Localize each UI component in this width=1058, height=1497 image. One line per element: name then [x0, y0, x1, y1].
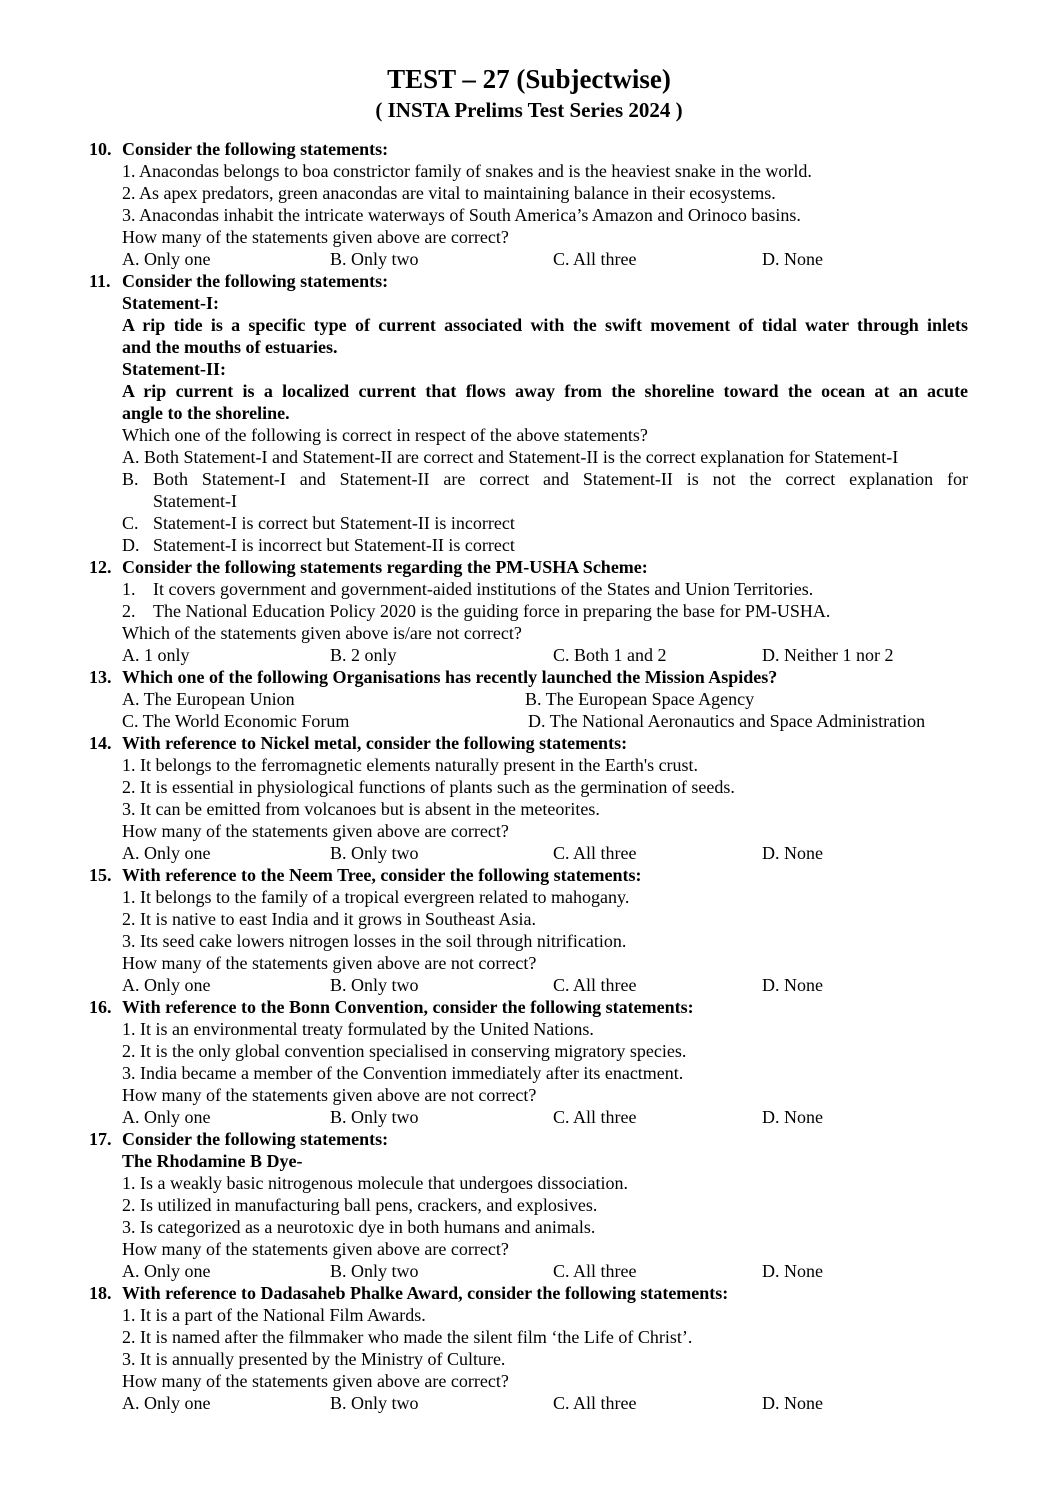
- option-b: B. 2 only: [330, 645, 397, 665]
- option-d-letter: D.: [122, 535, 140, 555]
- option-d: D. The National Aeronautics and Space Administration: [528, 711, 926, 731]
- statement-line: The National Education Policy 2020 is the guiding force in preparing the base for PM-USHA.: [153, 601, 831, 621]
- option-a: A. Only one: [122, 1261, 211, 1281]
- statement-label: Statement-II:: [122, 359, 226, 379]
- option-d: D. None: [762, 1393, 823, 1413]
- question-stem: Consider the following statements:: [122, 271, 389, 291]
- option-d: D. Neither 1 nor 2: [762, 645, 894, 665]
- option-d: D. None: [762, 249, 823, 269]
- question-subject: The Rhodamine B Dye-: [122, 1151, 303, 1171]
- option-d: D. None: [762, 975, 823, 995]
- question-number: 17.: [89, 1129, 112, 1149]
- option-a: A. Only one: [122, 975, 211, 995]
- question-ask: Which of the statements given above is/are not correct?: [122, 623, 522, 643]
- question-number: 10.: [89, 139, 112, 159]
- question-number: 18.: [89, 1283, 112, 1303]
- option-c: C. All three: [553, 249, 637, 269]
- statement-line: 3. It can be emitted from volcanoes but is absent in the meteorites.: [122, 799, 600, 819]
- question-ask: How many of the statements given above are correct?: [122, 1239, 509, 1259]
- option-c-letter: C.: [122, 513, 139, 533]
- option-b: B. Only two: [330, 1261, 419, 1281]
- question-stem: Which one of the following Organisations has recently launched the Mission Aspides?: [122, 667, 778, 687]
- page-title: TEST – 27 (Subjectwise): [387, 64, 671, 94]
- statement-number: 2.: [122, 601, 136, 621]
- option-a: A. The European Union: [122, 689, 295, 709]
- question-stem: With reference to Nickel metal, consider the following statements:: [122, 733, 628, 753]
- statement-text: A rip current is a localized current that flows away from the shoreline toward the ocean at an acute: [122, 381, 968, 401]
- option-a: A. Only one: [122, 1393, 211, 1413]
- question-number: 15.: [89, 865, 112, 885]
- option-d: D. None: [762, 843, 823, 863]
- statement-line: 1. It belongs to the family of a tropical evergreen related to mahogany.: [122, 887, 630, 907]
- option-b: B. Only two: [330, 1107, 419, 1127]
- option-c: C. Both 1 and 2: [553, 645, 667, 665]
- question-stem: With reference to the Bonn Convention, consider the following statements:: [122, 997, 694, 1017]
- statement-line: 1. It belongs to the ferromagnetic elements naturally present in the Earth's crust.: [122, 755, 699, 775]
- option-a: A. Both Statement-I and Statement-II are correct and Statement-II is the correct explanation for Statement-I: [122, 447, 899, 467]
- option-b: B. The European Space Agency: [525, 689, 755, 709]
- question-number: 13.: [89, 667, 112, 687]
- statement-line: It covers government and government-aided institutions of the States and Union Territories.: [153, 579, 814, 599]
- option-c: C. All three: [553, 975, 637, 995]
- question-number: 14.: [89, 733, 112, 753]
- option-a: A. Only one: [122, 249, 211, 269]
- question-ask: How many of the statements given above are correct?: [122, 1371, 509, 1391]
- option-c: C. All three: [553, 1393, 637, 1413]
- statement-line: 2. Is utilized in manufacturing ball pens, crackers, and explosives.: [122, 1195, 598, 1215]
- option-d: D. None: [762, 1261, 823, 1281]
- option-b: Both Statement-I and Statement-II are correct and Statement-II is not the correct explanation for: [153, 469, 968, 489]
- statement-label: Statement-I:: [122, 293, 219, 313]
- question-number: 11.: [89, 271, 111, 291]
- statement-text: angle to the shoreline.: [122, 403, 290, 423]
- option-b-cont: Statement-I: [153, 491, 237, 511]
- statement-line: 1. It is an environmental treaty formulated by the United Nations.: [122, 1019, 594, 1039]
- question-stem: Consider the following statements:: [122, 139, 389, 159]
- statement-line: 3. It is annually presented by the Ministry of Culture.: [122, 1349, 506, 1369]
- option-b: B. Only two: [330, 843, 419, 863]
- statement-line: 3. Anacondas inhabit the intricate waterways of South America’s Amazon and Orinoco basins.: [122, 205, 801, 225]
- statement-line: 2. It is native to east India and it grows in Southeast Asia.: [122, 909, 536, 929]
- option-c: C. All three: [553, 843, 637, 863]
- statement-line: 2. It is named after the filmmaker who made the silent film ‘the Life of Christ’.: [122, 1327, 693, 1347]
- statement-line: 1. Is a weakly basic nitrogenous molecule that undergoes dissociation.: [122, 1173, 629, 1193]
- option-b-letter: B.: [122, 469, 139, 489]
- question-ask: How many of the statements given above are correct?: [122, 227, 509, 247]
- option-a: A. 1 only: [122, 645, 190, 665]
- statement-line: 1. It is a part of the National Film Awards.: [122, 1305, 426, 1325]
- question-stem: Consider the following statements:: [122, 1129, 389, 1149]
- option-a: A. Only one: [122, 1107, 211, 1127]
- question-stem: With reference to the Neem Tree, consider the following statements:: [122, 865, 642, 885]
- statement-line: 2. It is the only global convention specialised in conserving migratory species.: [122, 1041, 687, 1061]
- option-c: C. All three: [553, 1107, 637, 1127]
- statement-line: 1. Anacondas belongs to boa constrictor family of snakes and is the heaviest snake in the world.: [122, 161, 812, 181]
- question-ask: How many of the statements given above are not correct?: [122, 1085, 537, 1105]
- statement-line: 3. Its seed cake lowers nitrogen losses in the soil through nitrification.: [122, 931, 627, 951]
- statement-line: 2. As apex predators, green anacondas are vital to maintaining balance in their ecosystems.: [122, 183, 776, 203]
- question-ask: Which one of the following is correct in respect of the above statements?: [122, 425, 648, 445]
- option-c: C. All three: [553, 1261, 637, 1281]
- page-subtitle: ( INSTA Prelims Test Series 2024 ): [375, 98, 683, 122]
- question-number: 16.: [89, 997, 112, 1017]
- question-number: 12.: [89, 557, 112, 577]
- statement-text: and the mouths of estuaries.: [122, 337, 338, 357]
- option-a: A. Only one: [122, 843, 211, 863]
- option-d: D. None: [762, 1107, 823, 1127]
- option-b: B. Only two: [330, 975, 419, 995]
- statement-line: 2. It is essential in physiological functions of plants such as the germination of seeds.: [122, 777, 735, 797]
- option-d: Statement-I is incorrect but Statement-II is correct: [153, 535, 515, 555]
- question-stem: With reference to Dadasaheb Phalke Award, consider the following statements:: [122, 1283, 729, 1303]
- question-ask: How many of the statements given above are correct?: [122, 821, 509, 841]
- option-c: C. The World Economic Forum: [122, 711, 350, 731]
- question-ask: How many of the statements given above are not correct?: [122, 953, 537, 973]
- option-c: Statement-I is correct but Statement-II is incorrect: [153, 513, 515, 533]
- statement-number: 1.: [122, 579, 136, 599]
- statement-line: 3. Is categorized as a neurotoxic dye in both humans and animals.: [122, 1217, 596, 1237]
- statement-line: 3. India became a member of the Convention immediately after its enactment.: [122, 1063, 684, 1083]
- question-stem: Consider the following statements regarding the PM-USHA Scheme:: [122, 557, 648, 577]
- statement-text: A rip tide is a specific type of current associated with the swift movement of tidal water through inlets: [122, 315, 968, 335]
- option-b: B. Only two: [330, 249, 419, 269]
- option-b: B. Only two: [330, 1393, 419, 1413]
